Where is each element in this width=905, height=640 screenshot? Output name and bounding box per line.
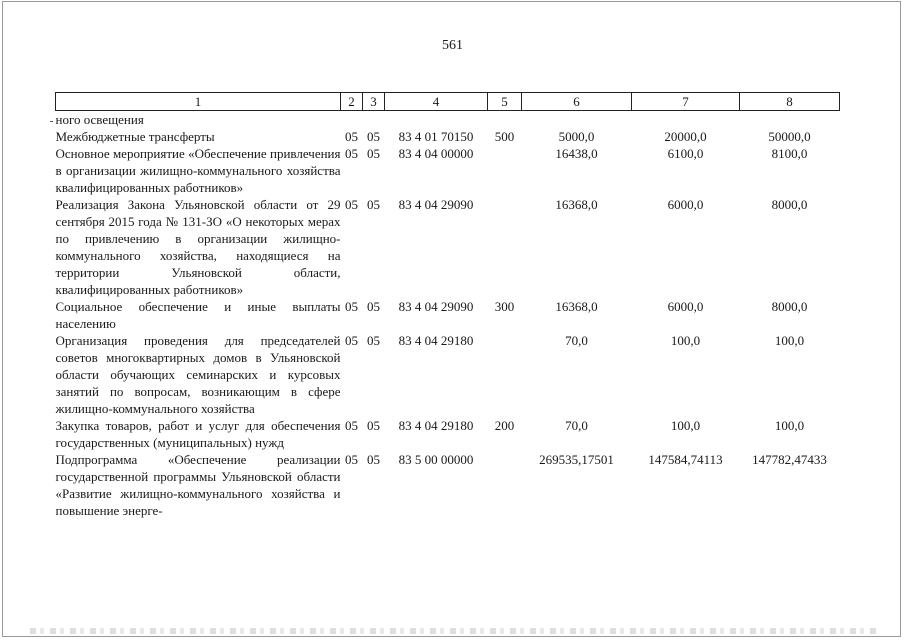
row-type bbox=[488, 332, 522, 417]
row-type: 300 bbox=[494, 299, 515, 314]
header-cell: 3 bbox=[363, 93, 385, 111]
row-type: 500 bbox=[494, 129, 515, 144]
row-name: Социальное обеспечение и иные выплаты населению bbox=[55, 299, 341, 331]
row-amount-6: 70,0 bbox=[565, 418, 588, 433]
row-amount-7: 6000,0 bbox=[667, 299, 704, 314]
table-row bbox=[56, 111, 840, 129]
row-amount-6: 16368,0 bbox=[555, 299, 598, 314]
table-row bbox=[56, 298, 840, 332]
row-section: 05 bbox=[345, 197, 358, 212]
row-amount-6: 16438,0 bbox=[555, 146, 598, 161]
table-row bbox=[56, 332, 840, 417]
margin-mark bbox=[50, 121, 53, 122]
row-name: Межбюджетные трансферты bbox=[55, 129, 215, 144]
page-number: 561 bbox=[442, 38, 463, 53]
row-code bbox=[385, 111, 488, 129]
row-name: ного освещения bbox=[55, 112, 144, 127]
row-subsection: 05 bbox=[367, 333, 380, 348]
row-amount-6: 269535,17501 bbox=[539, 452, 614, 467]
row-amount-7: 6100,0 bbox=[667, 146, 704, 161]
row-amount-8 bbox=[740, 111, 840, 129]
row-amount-7: 100,0 bbox=[670, 418, 701, 433]
row-code: 83 5 00 00000 bbox=[398, 452, 474, 467]
table-row bbox=[56, 417, 840, 451]
row-amount-7 bbox=[632, 111, 740, 129]
row-subsection: 05 bbox=[367, 452, 380, 467]
row-code: 83 4 04 29180 bbox=[398, 333, 474, 348]
row-section: 05 bbox=[345, 418, 358, 433]
row-amount-8: 8000,0 bbox=[771, 299, 808, 314]
row-amount-6: 70,0 bbox=[565, 333, 588, 348]
row-name: Подпрограмма «Обеспечение реализации государственной программы Ульяновской области «Развитие жилищно-коммунального хозяйства и повышение энерге- bbox=[55, 452, 341, 518]
row-amount-6 bbox=[522, 111, 632, 129]
row-type bbox=[488, 145, 522, 196]
header-cell: 6 bbox=[522, 93, 632, 111]
header-cell: 5 bbox=[488, 93, 522, 111]
table-header-row bbox=[56, 93, 840, 111]
header-cell: 2 bbox=[341, 93, 363, 111]
table-row bbox=[56, 451, 840, 519]
budget-table bbox=[55, 92, 840, 519]
row-amount-7: 147584,74113 bbox=[648, 452, 723, 467]
row-subsection: 05 bbox=[367, 146, 380, 161]
row-name: Закупка товаров, работ и услуг для обеспечения государственных (муниципальных) нужд bbox=[55, 418, 341, 450]
row-name: Основное мероприятие «Обеспечение привлечения в организации жилищно-коммунального хозяйства квалифицированных работников» bbox=[55, 146, 341, 195]
table-row bbox=[56, 145, 840, 196]
row-amount-6: 16368,0 bbox=[555, 197, 598, 212]
row-section bbox=[341, 111, 363, 129]
scan-artifact bbox=[30, 628, 880, 634]
row-amount-6: 5000,0 bbox=[558, 129, 595, 144]
row-amount-8: 50000,0 bbox=[768, 129, 811, 144]
row-amount-8: 8000,0 bbox=[771, 197, 808, 212]
row-subsection: 05 bbox=[367, 197, 380, 212]
row-subsection: 05 bbox=[367, 418, 380, 433]
header-cell: 4 bbox=[385, 93, 488, 111]
row-name: Реализация Закона Ульяновской области от 29 сентября 2015 года № 131-ЗО «О некоторых мерах по привлечению в организации жилищно-коммунального хозяйства, находящиеся на территории Ульяновской области, квалифицированных работников» bbox=[55, 197, 341, 297]
row-amount-7: 100,0 bbox=[670, 333, 701, 348]
header-cell: 8 bbox=[740, 93, 840, 111]
row-section: 05 bbox=[345, 146, 358, 161]
row-type bbox=[488, 451, 522, 519]
row-code: 83 4 04 29090 bbox=[398, 299, 474, 314]
row-subsection: 05 bbox=[367, 129, 380, 144]
table-row bbox=[56, 196, 840, 298]
row-section: 05 bbox=[345, 299, 358, 314]
row-type: 200 bbox=[494, 418, 515, 433]
row-code: 83 4 04 00000 bbox=[398, 146, 474, 161]
header-cell: 7 bbox=[632, 93, 740, 111]
row-amount-8: 100,0 bbox=[774, 333, 805, 348]
row-type bbox=[488, 196, 522, 298]
row-amount-8: 147782,47433 bbox=[752, 452, 827, 467]
row-amount-8: 100,0 bbox=[774, 418, 805, 433]
row-amount-7: 20000,0 bbox=[664, 129, 707, 144]
header-cell: 1 bbox=[56, 93, 341, 111]
row-subsection bbox=[363, 111, 385, 129]
row-section: 05 bbox=[345, 333, 358, 348]
table-row bbox=[56, 128, 840, 145]
row-code: 83 4 04 29090 bbox=[398, 197, 474, 212]
row-name: Организация проведения для председателей советов многоквартирных домов в Ульяновской области обучающих семинарских и курсовых занятий по вопросам, возникающим в сфере жилищно-коммунального хозяйства bbox=[55, 333, 341, 416]
row-amount-8: 8100,0 bbox=[771, 146, 808, 161]
row-subsection: 05 bbox=[367, 299, 380, 314]
row-code: 83 4 04 29180 bbox=[398, 418, 474, 433]
row-section: 05 bbox=[345, 452, 358, 467]
row-section: 05 bbox=[345, 129, 358, 144]
row-type bbox=[488, 111, 522, 129]
row-code: 83 4 01 70150 bbox=[398, 129, 474, 144]
row-amount-7: 6000,0 bbox=[667, 197, 704, 212]
